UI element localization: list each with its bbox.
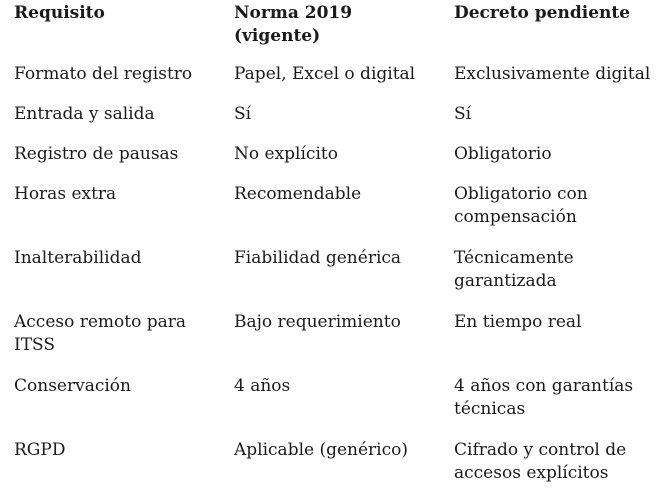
- table-header-row: [14, 2, 668, 63]
- decreto-cell: Técnicamente garantizada: [454, 248, 574, 291]
- table-row: [14, 439, 668, 499]
- decreto-cell: Exclusivamente digital: [454, 64, 651, 84]
- decreto-cell: Cifrado y control de accesos explícitos: [454, 440, 627, 483]
- header-norma-2019: Norma 2019 (vigente): [234, 3, 353, 46]
- norma-2019-cell: Fiabilidad genérica: [234, 248, 402, 268]
- decreto-cell: Obligatorio con compensación: [454, 184, 588, 227]
- requisito-cell: Horas extra: [14, 184, 117, 204]
- norma-2019-cell: Sí: [234, 104, 252, 124]
- decreto-cell: Sí: [454, 104, 472, 124]
- header-decreto-pendiente: Decreto pendiente: [454, 3, 631, 23]
- requisito-cell: RGPD: [14, 440, 66, 460]
- table-row: [14, 103, 668, 143]
- table-row: [14, 143, 668, 183]
- decreto-cell: 4 años con garantías técnicas: [454, 376, 634, 419]
- norma-2019-cell: No explícito: [234, 144, 338, 164]
- table-row: [14, 311, 668, 375]
- decreto-cell: En tiempo real: [454, 312, 582, 332]
- requisito-cell: Conservación: [14, 376, 131, 396]
- norma-2019-cell: 4 años: [234, 376, 291, 396]
- table-row: [14, 63, 668, 103]
- requisito-cell: Entrada y salida: [14, 104, 155, 124]
- requisito-cell: Acceso remoto para ITSS: [14, 312, 187, 355]
- requisito-cell: Inalterabilidad: [14, 248, 142, 268]
- requisito-cell: Formato del registro: [14, 64, 193, 84]
- norma-2019-cell: Bajo requerimiento: [234, 312, 401, 332]
- table-row: [14, 375, 668, 439]
- requisito-cell: Registro de pausas: [14, 144, 179, 164]
- table-row: [14, 183, 668, 247]
- decreto-cell: Obligatorio: [454, 144, 552, 164]
- norma-2019-cell: Aplicable (genérico): [234, 440, 409, 460]
- norma-2019-cell: Papel, Excel o digital: [234, 64, 416, 84]
- table-row: [14, 247, 668, 311]
- header-requisito: Requisito: [14, 3, 105, 23]
- norma-2019-cell: Recomendable: [234, 184, 362, 204]
